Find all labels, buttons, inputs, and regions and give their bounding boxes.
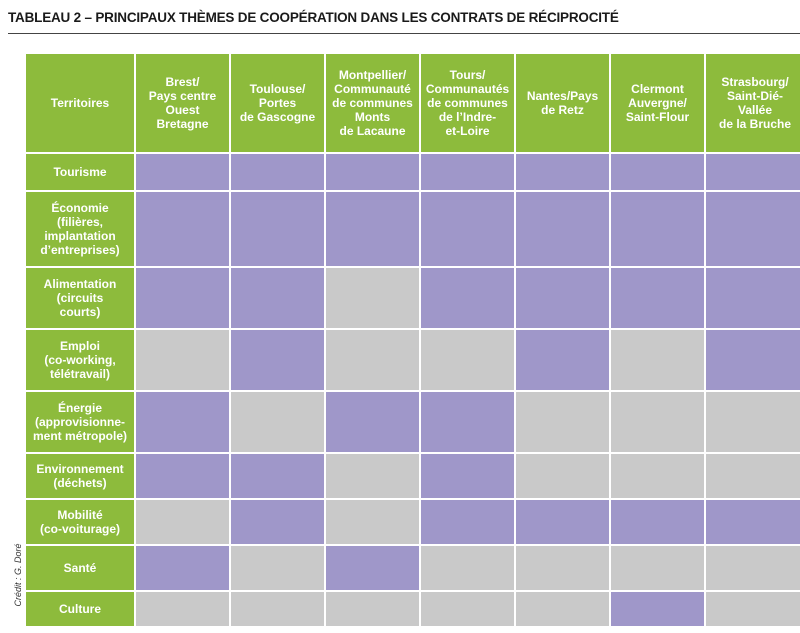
- row-header: Mobilité (co-voiturage): [25, 499, 135, 545]
- theme-present-cell: [610, 591, 705, 627]
- theme-present-cell: [420, 391, 515, 453]
- row-header: Environnement (déchets): [25, 453, 135, 499]
- row-header: Tourisme: [25, 153, 135, 191]
- corner-header: Territoires: [25, 53, 135, 153]
- table-row: [25, 329, 800, 391]
- theme-present-cell: [135, 267, 230, 329]
- theme-absent-cell: [610, 545, 705, 591]
- column-header: Toulouse/ Portes de Gascogne: [230, 53, 325, 153]
- theme-absent-cell: [610, 453, 705, 499]
- theme-present-cell: [515, 191, 610, 267]
- theme-absent-cell: [610, 329, 705, 391]
- row-header: Culture: [25, 591, 135, 627]
- theme-present-cell: [705, 267, 800, 329]
- column-header: Brest/ Pays centre Ouest Bretagne: [135, 53, 230, 153]
- theme-present-cell: [135, 191, 230, 267]
- row-header: Santé: [25, 545, 135, 591]
- theme-absent-cell: [515, 391, 610, 453]
- theme-absent-cell: [135, 329, 230, 391]
- theme-absent-cell: [325, 453, 420, 499]
- theme-absent-cell: [420, 591, 515, 627]
- theme-present-cell: [420, 153, 515, 191]
- theme-present-cell: [325, 391, 420, 453]
- theme-absent-cell: [230, 391, 325, 453]
- theme-present-cell: [610, 499, 705, 545]
- theme-absent-cell: [705, 453, 800, 499]
- row-header: Emploi (co-working, télétravail): [25, 329, 135, 391]
- theme-absent-cell: [420, 545, 515, 591]
- theme-absent-cell: [230, 545, 325, 591]
- theme-present-cell: [325, 153, 420, 191]
- table-row: [25, 153, 800, 191]
- theme-present-cell: [325, 191, 420, 267]
- theme-absent-cell: [515, 453, 610, 499]
- theme-present-cell: [515, 267, 610, 329]
- theme-present-cell: [705, 499, 800, 545]
- theme-present-cell: [515, 499, 610, 545]
- header-row: [25, 53, 800, 153]
- theme-absent-cell: [515, 591, 610, 627]
- theme-present-cell: [515, 329, 610, 391]
- theme-present-cell: [420, 267, 515, 329]
- theme-absent-cell: [325, 499, 420, 545]
- theme-present-cell: [610, 153, 705, 191]
- theme-absent-cell: [705, 391, 800, 453]
- table-row: [25, 591, 800, 627]
- theme-absent-cell: [135, 499, 230, 545]
- theme-present-cell: [705, 153, 800, 191]
- row-header: Alimentation (circuits courts): [25, 267, 135, 329]
- table-row: [25, 267, 800, 329]
- theme-absent-cell: [135, 591, 230, 627]
- table-row: [25, 391, 800, 453]
- column-header: Montpellier/ Communauté de communes Monts de Lacaune: [325, 53, 420, 153]
- table-row: [25, 499, 800, 545]
- title-rule: [8, 33, 800, 34]
- theme-present-cell: [230, 191, 325, 267]
- theme-absent-cell: [420, 329, 515, 391]
- table-row: [25, 545, 800, 591]
- theme-present-cell: [420, 499, 515, 545]
- theme-present-cell: [135, 153, 230, 191]
- theme-absent-cell: [705, 591, 800, 627]
- theme-present-cell: [610, 191, 705, 267]
- theme-present-cell: [515, 153, 610, 191]
- theme-absent-cell: [705, 545, 800, 591]
- theme-present-cell: [420, 191, 515, 267]
- theme-present-cell: [420, 453, 515, 499]
- theme-present-cell: [230, 453, 325, 499]
- cooperation-table: [24, 52, 800, 628]
- column-header: Strasbourg/ Saint-Dié- Vallée de la Bruche: [705, 53, 800, 153]
- column-header: Tours/ Communautés de communes de l’Indre- et-Loire: [420, 53, 515, 153]
- theme-present-cell: [135, 391, 230, 453]
- column-header: Nantes/Pays de Retz: [515, 53, 610, 153]
- theme-present-cell: [135, 453, 230, 499]
- theme-present-cell: [230, 499, 325, 545]
- row-header: Économie (filières, implantation d’entreprises): [25, 191, 135, 267]
- table-title: TABLEAU 2 – PRINCIPAUX THÈMES DE COOPÉRATION DANS LES CONTRATS DE RÉCIPROCITÉ: [8, 10, 619, 25]
- theme-present-cell: [705, 191, 800, 267]
- theme-absent-cell: [230, 591, 325, 627]
- theme-absent-cell: [325, 329, 420, 391]
- theme-present-cell: [230, 153, 325, 191]
- theme-absent-cell: [515, 545, 610, 591]
- theme-absent-cell: [610, 391, 705, 453]
- theme-present-cell: [135, 545, 230, 591]
- theme-absent-cell: [325, 267, 420, 329]
- theme-present-cell: [230, 267, 325, 329]
- theme-present-cell: [610, 267, 705, 329]
- row-header: Énergie (approvisionne- ment métropole): [25, 391, 135, 453]
- table-row: [25, 191, 800, 267]
- column-header: Clermont Auvergne/ Saint-Flour: [610, 53, 705, 153]
- table-row: [25, 453, 800, 499]
- theme-present-cell: [325, 545, 420, 591]
- theme-absent-cell: [325, 591, 420, 627]
- theme-present-cell: [705, 329, 800, 391]
- photo-credit: Crédit : G. Doré: [13, 543, 23, 607]
- theme-present-cell: [230, 329, 325, 391]
